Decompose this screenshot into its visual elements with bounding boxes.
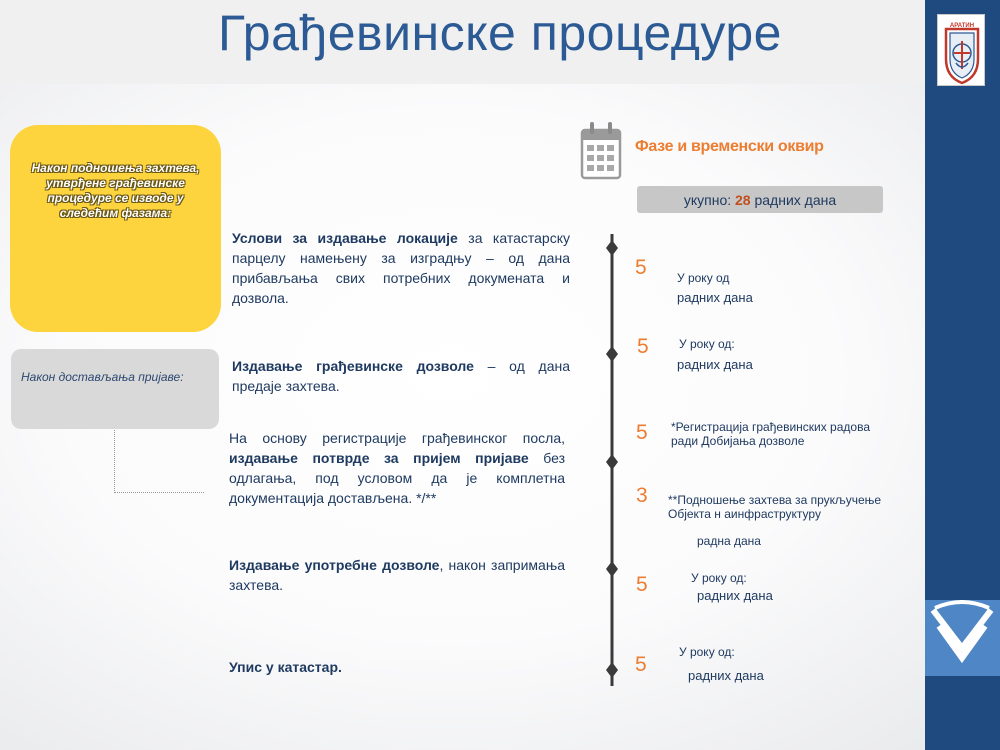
timeline-axis [601, 228, 623, 692]
total-prefix: укупно: [683, 192, 736, 208]
phase-description: без одлагања, под условом да је комплетна документација достављена. */** [229, 450, 566, 506]
phase-title: Услови за издавање локације [232, 230, 458, 246]
days-unit: радних дана [688, 668, 764, 683]
days-count: 5 [636, 421, 648, 444]
days-count: 5 [635, 653, 647, 676]
brand-logo-band [925, 600, 1000, 676]
timeline-marker [606, 561, 618, 577]
calendar-icon [580, 120, 622, 180]
days-count: 5 [637, 335, 649, 358]
timeline-marker [606, 346, 618, 362]
after-notice-box [11, 349, 219, 429]
total-suffix: радних дана [750, 192, 837, 208]
days-unit: радних дана [677, 357, 753, 372]
phase-description: – од дана предаје захтева. [232, 358, 571, 394]
connector-line [114, 430, 204, 493]
timeline-marker [606, 662, 618, 678]
days-unit: радних дана [697, 588, 773, 603]
after-notice-text: Након достављања пријаве: [21, 370, 184, 384]
days-label: У року од [677, 271, 730, 285]
phase-use-permit [229, 555, 565, 595]
phase-title: издавање потврде за пријем пријаве [229, 450, 529, 466]
intro-box [10, 125, 221, 332]
total-days-badge [637, 186, 883, 213]
phase-notice-confirmation [229, 428, 565, 508]
phase-location-conditions [232, 228, 570, 308]
intro-text: Након подношења захтева, утврђене грађевинске процедуре се изводе у следећим фазама: [31, 161, 200, 220]
days-count: 5 [635, 256, 647, 279]
phase-description: за катастарску парцелу намењену за изградњу – од дана прибављања свих потребних докумената и дозвола. [232, 230, 570, 306]
chevron-logo-icon [925, 600, 1000, 676]
page-title: Грађевинске процедуре [218, 5, 782, 61]
phase-description: , након запримања захтева. [229, 557, 565, 593]
svg-text:АРАТИН: АРАТИН [949, 23, 975, 29]
municipality-crest-icon [937, 14, 985, 86]
timeline-marker [606, 240, 618, 256]
days-count: 5 [636, 573, 648, 596]
phase-prefix: На основу регистрације грађевинског посла, [229, 430, 565, 446]
phase-cadastre [229, 657, 567, 677]
days-label: У року од: [679, 337, 735, 351]
phase-title: Издавање грађевинске дозволе [232, 358, 474, 374]
days-label: **Подношење захтева за прукључење Објекта н аинфраструктуру [668, 493, 882, 521]
days-label: *Регистрација грађевинских радова ради Добијања дозволе [671, 420, 870, 448]
days-unit: радна дана [697, 534, 761, 548]
days-count: 3 [636, 484, 648, 507]
days-label: У року од: [679, 645, 735, 659]
days-unit: радних дана [677, 290, 753, 305]
timeframe-heading: Фазе и временски оквир [635, 138, 824, 155]
phase-title: Издавање употребне дозволе [229, 557, 440, 573]
timeline-marker [606, 454, 618, 470]
days-label: У року од: [691, 571, 747, 585]
phase-building-permit [232, 356, 570, 396]
total-days-number: 28 [735, 192, 751, 208]
phase-title: Упис у катастар. [229, 659, 342, 675]
